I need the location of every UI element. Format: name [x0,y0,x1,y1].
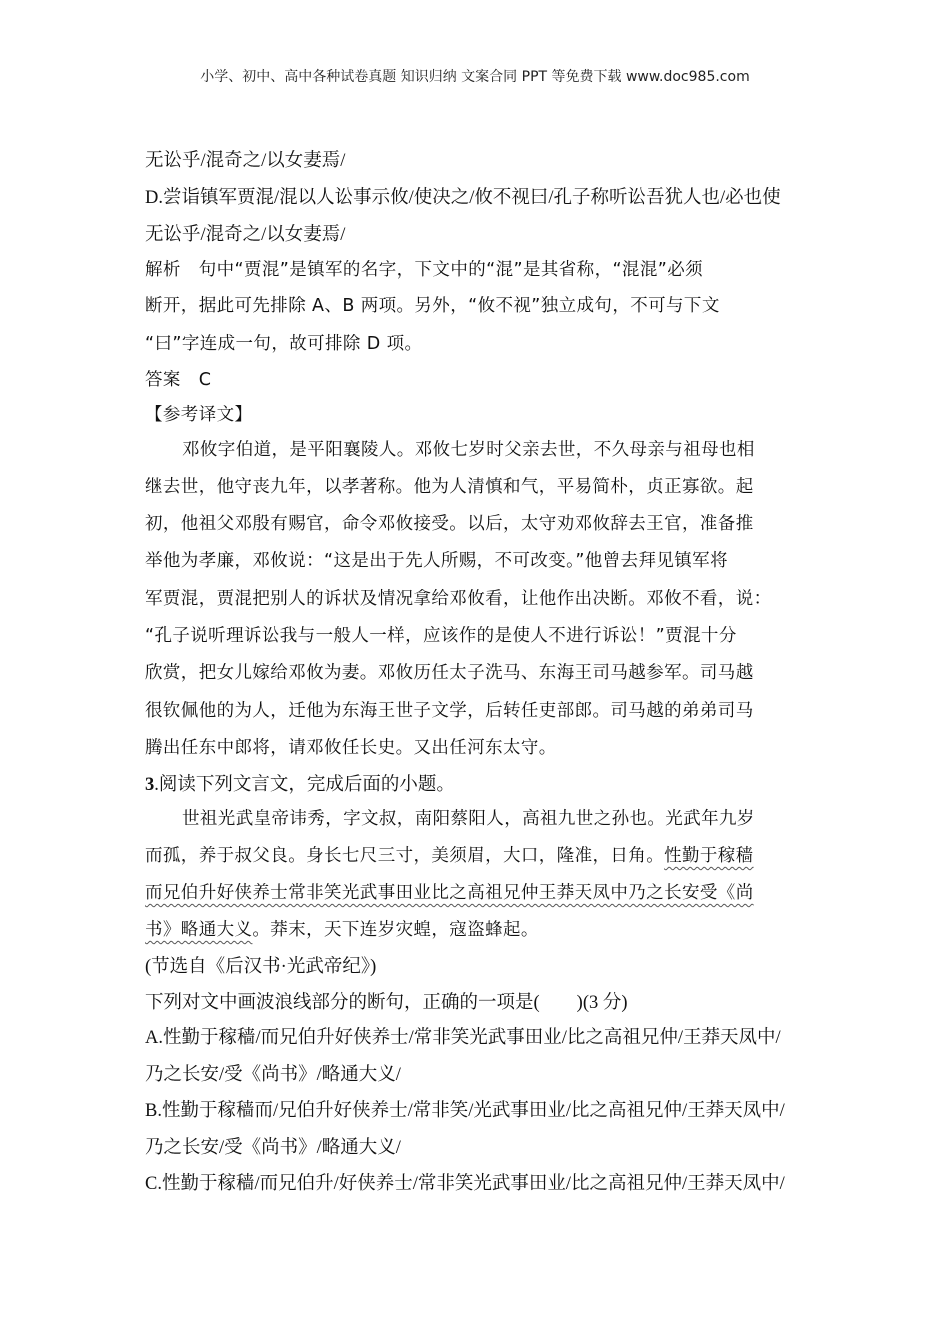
passage-line1: 世祖光武皇帝讳秀，字文叔，南阳蔡阳人，高祖九世之孙也。光武年九岁 [182,809,755,829]
option-b-line1: B.性勤于稼穑而/兄伯升好侠养士/常非笑/光武事田业/比之高祖兄仲/王莽天凤中/ [145,1101,785,1121]
passage-line2 [145,842,754,867]
translation-line: 初，他祖父邓殷有赐官，命令邓攸接受。以后，太守劝邓攸辞去王官，准备推 [145,514,754,534]
translation-line: 腾出任东中郎将，请邓攸任长史。又出任河东太守。 [145,738,557,758]
answer-line: 答案 C [145,370,212,390]
page-header: 小学、初中、高中各种试卷真题 知识归纳 文案合同 PPT 等免费下载 www.doc985.com [200,69,750,85]
option-b-line2: 乃之长安/受《尚书》/略通大义/ [145,1138,401,1158]
analysis-line1: 解析 句中“贾混”是镇军的名字，下文中的“混”是其省称，“混混”必须 [145,260,703,280]
analysis-line3: “曰”字连成一句，故可排除 D 项。 [145,334,423,354]
translation-line: “孔子说听理诉讼我与一般人一样，应该作的是使人不进行诉讼！”贾混十分 [145,626,737,646]
question-number: 3 [145,775,155,795]
translation-line: 邓攸字伯道，是平阳襄陵人。邓攸七岁时父亲去世，不久母亲与祖母也相 [182,440,755,460]
passage-plain-text: 而孤，养于叔父良。身长七尺三寸，美须眉，大口，隆准，日角。 [145,846,665,866]
wavy-underlined-text: 性勤于稼穑 [664,846,754,866]
option-a-line2: 乃之长安/受《尚书》/略通大义/ [145,1065,401,1085]
analysis-line2: 断开，据此可先排除 A、B 两项。另外，“攸不视”独立成句，不可与下文 [145,296,720,316]
passage-line4 [145,916,539,941]
translation-line: 欣赏，把女儿嫁给邓攸为妻。邓攸历任太子洗马、东海王司马越参军。司马越 [145,663,754,683]
option-a-line1: A.性勤于稼穑/而兄伯升好侠养士/常非笑光武事田业/比之高祖兄仲/王莽天凤中/ [145,1028,781,1048]
question-prompt-text: .阅读下列文言文，完成后面的小题。 [154,775,455,795]
option-c-tail: 无讼乎/混奇之/以女妻焉/ [145,151,346,171]
passage-source: (节选自《后汉书·光武帝纪》) [145,957,377,977]
translation-line: 举他为孝廉，邓攸说：“这是出于先人所赐，不可改变。”他曾去拜见镇军将 [145,551,728,571]
translation-line: 很钦佩他的为人，迁他为东海王世子文学，后转任吏部郎。司马越的弟弟司马 [145,701,754,721]
option-c-line1: C.性勤于稼穑/而兄伯升/好侠养士/常非笑光武事田业/比之高祖兄仲/王莽天凤中/ [145,1174,785,1194]
translation-line: 军贾混，贾混把别人的诉状及情况拿给邓攸看，让他作出决断。邓攸不看，说： [145,589,772,609]
question-stem: 下列对文中画波浪线部分的断句，正确的一项是( )(3 分) [145,993,628,1013]
wavy-underlined-text: 而兄伯升好侠养士常非笑光武事田业比之高祖兄仲王莽天凤中乃之长安受《尚 [145,883,754,903]
passage-line3 [145,879,754,904]
translation-line: 继去世，他守丧九年，以孝著称。他为人清慎和气，平易简朴，贞正寡欲。起 [145,477,754,497]
question3-prompt [145,770,455,796]
passage-plain-text: 。莽末，天下连岁灾蝗，寇盗蜂起。 [252,920,539,940]
translation-heading: 【参考译文】 [145,405,253,425]
option-d-line2: 无讼乎/混奇之/以女妻焉/ [145,225,346,245]
wavy-underlined-text: 书》略通大义 [145,920,253,940]
option-d-line1: D.尝诣镇军贾混/混以人讼事示攸/使决之/攸不视曰/孔子称听讼吾犹人也/必也使 [145,188,781,208]
